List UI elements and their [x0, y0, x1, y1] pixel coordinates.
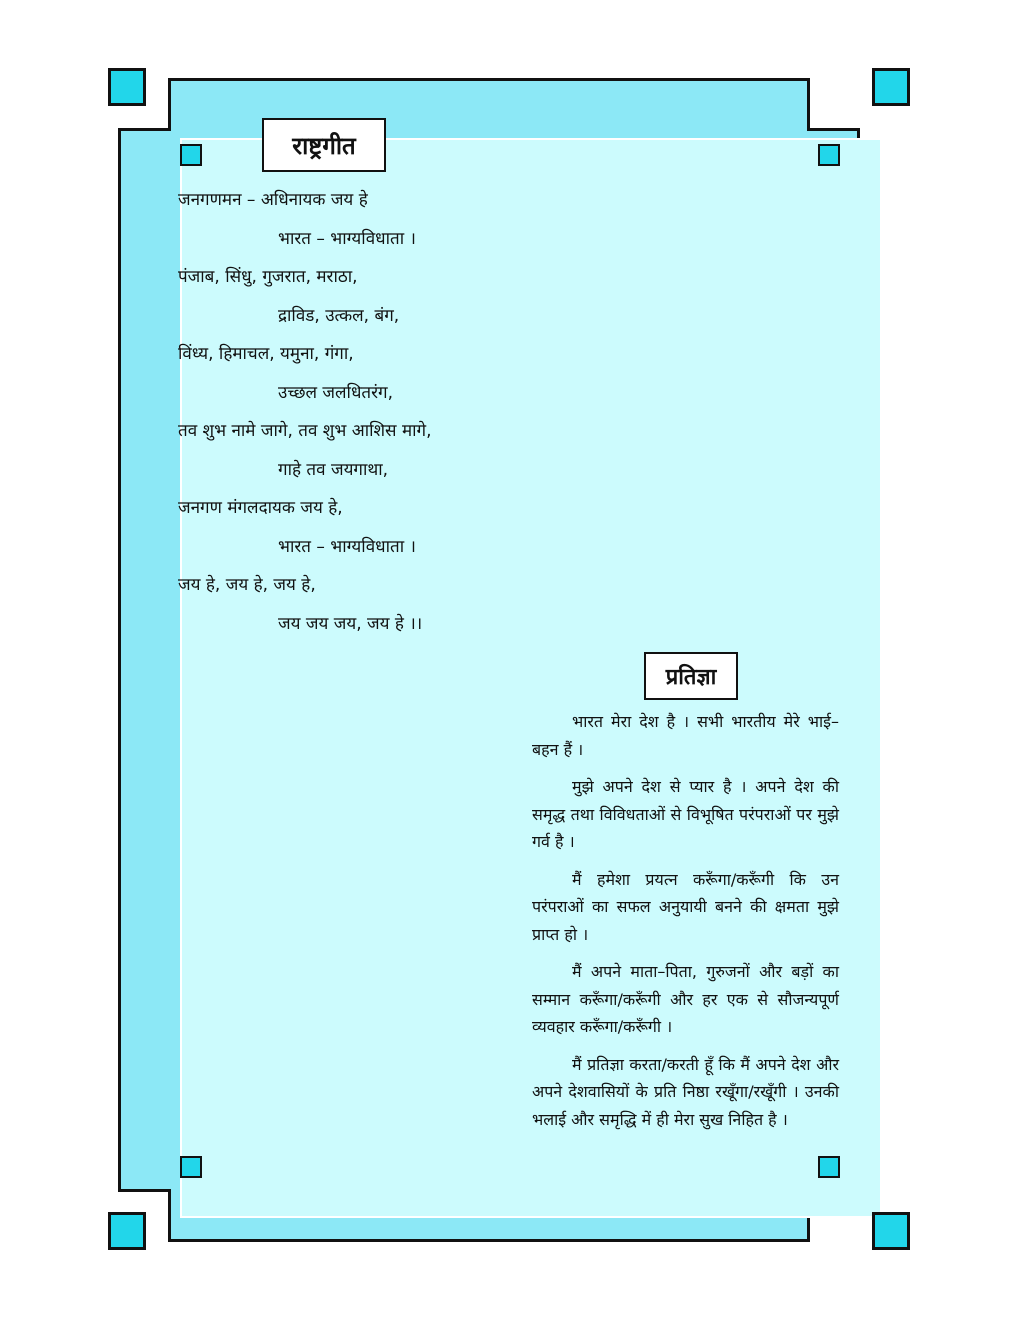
anthem-line: द्राविड, उत्कल, बंग, [278, 305, 400, 326]
anthem-line: भारत – भाग्यविधाता । [278, 536, 416, 557]
anthem-line: विंध्य, हिमाचल, यमुना, गंगा, [178, 344, 354, 364]
anthem-text [178, 186, 518, 648]
pledge-paragraph: मैं प्रतिज्ञा करता/करती हूँ कि मैं अपने देश और अपने देशवासियों के प्रति निष्ठा रखूँगा/रखूँगी । उनकी भलाई और समृद्धि में ही मेरा सुख निहित है । [532, 1054, 839, 1129]
anthem-line: जनगणमन – अधिनायक जय हे [178, 190, 368, 210]
mini-square-top-left [180, 144, 202, 166]
corner-square-top-right [872, 68, 910, 106]
pledge-paragraph: भारत मेरा देश है । सभी भारतीय मेरे भाई–बहन हैं । [532, 712, 839, 759]
anthem-line: गाहे तव जयगाथा, [278, 459, 389, 480]
pledge-title: प्रतिज्ञा [644, 652, 738, 700]
corner-square-bottom-left [108, 1212, 146, 1250]
mini-square-bottom-right [818, 1156, 840, 1178]
anthem-line: जय जय जय, जय हे ।। [278, 613, 423, 634]
anthem-line: भारत – भाग्यविधाता । [278, 228, 416, 249]
pledge-paragraph: मुझे अपने देश से प्यार है । अपने देश की समृद्ध तथा विविधताओं से विभूषित परंपराओं पर मुझे गर्व है । [532, 777, 839, 851]
anthem-line: पंजाब, सिंधु, गुजरात, मराठा, [178, 267, 358, 287]
anthem-line: जय हे, जय हे, जय हे, [178, 575, 316, 595]
pledge-paragraph: मैं अपने माता–पिता, गुरुजनों और बड़ों का सम्मान करूँगा/करूँगी और हर एक से सौजन्यपूर्ण व्यवहार करूँगा/करूँगी । [532, 962, 839, 1036]
corner-square-top-left [108, 68, 146, 106]
pledge-paragraph: मैं हमेशा प्रयत्न करूँगा/करूँगी कि उन परंपराओं का सफल अनुयायी बनने की क्षमता मुझे प्राप्त हो । [532, 869, 839, 944]
mini-square-top-right [818, 144, 840, 166]
anthem-line: जनगण मंगलदायक जय हे, [178, 498, 343, 518]
mini-square-bottom-left [180, 1156, 202, 1178]
frame-notch-top-right [807, 78, 860, 131]
anthem-title: राष्ट्रगीत [262, 118, 386, 172]
anthem-line: उच्छल जलधितरंग, [278, 382, 394, 403]
anthem-line: तव शुभ नामे जागे, तव शुभ आशिस मागे, [178, 421, 432, 441]
corner-square-bottom-right [872, 1212, 910, 1250]
pledge-text [532, 708, 839, 1143]
